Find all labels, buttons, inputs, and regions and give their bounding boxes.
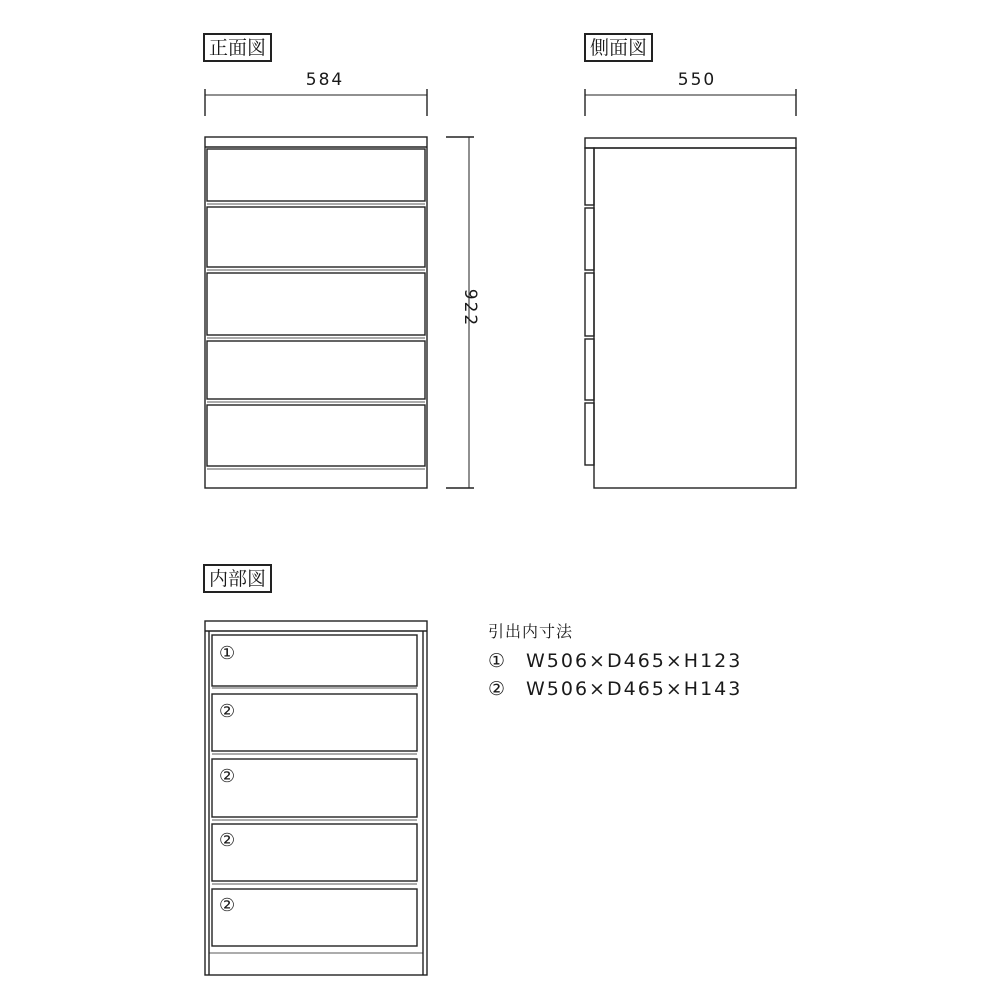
height-dimension-line — [446, 137, 474, 488]
height-dimension: 922 — [460, 288, 480, 328]
inner-drawer-3 — [212, 759, 417, 817]
inner-drawer-2 — [212, 694, 417, 751]
side-depth-dimension-line — [585, 89, 796, 116]
inner-dimensions-title: 引出内寸法 — [488, 622, 574, 641]
inner-dimension-row — [488, 678, 742, 700]
side-drawer-front-4 — [585, 339, 594, 400]
front-drawer-2 — [207, 207, 425, 267]
side-view-label: 側面図 — [584, 33, 653, 62]
side-depth-dimension: 550 — [677, 70, 717, 90]
inner-dimension-row — [488, 650, 742, 672]
front-drawer-4 — [207, 341, 425, 399]
side-drawer-front-5 — [585, 403, 594, 465]
front-width-dimension: 584 — [305, 70, 345, 90]
front-drawer-1 — [207, 149, 425, 201]
side-drawer-front-1 — [585, 148, 594, 205]
inner-drawer-5 — [212, 889, 417, 946]
side-drawer-front-2 — [585, 208, 594, 270]
inner-drawer-mark: ② — [219, 895, 236, 916]
inner-dimension-mark: ① — [488, 650, 508, 672]
inner-dimension-mark: ② — [488, 678, 508, 700]
side-drawer-front-3 — [585, 273, 594, 336]
front-drawer-3 — [207, 273, 425, 335]
front-view-cabinet — [205, 137, 427, 488]
inner-drawer-4 — [212, 824, 417, 881]
inner-drawer-1 — [212, 635, 417, 686]
side-view-cabinet — [585, 138, 796, 488]
inner-dimension-value: W506×D465×H123 — [526, 650, 743, 672]
inner-view-cabinet — [205, 621, 427, 975]
inner-drawer-mark: ② — [219, 830, 236, 851]
inner-drawer-mark: ① — [219, 643, 236, 664]
front-width-dimension-line — [205, 89, 427, 116]
inner-dimension-value: W506×D465×H143 — [526, 678, 743, 700]
front-view-label: 正面図 — [203, 33, 272, 62]
inner-view-label: 内部図 — [203, 564, 272, 593]
inner-drawer-mark: ② — [219, 701, 236, 722]
inner-drawer-mark: ② — [219, 766, 236, 787]
front-drawer-5 — [207, 405, 425, 466]
